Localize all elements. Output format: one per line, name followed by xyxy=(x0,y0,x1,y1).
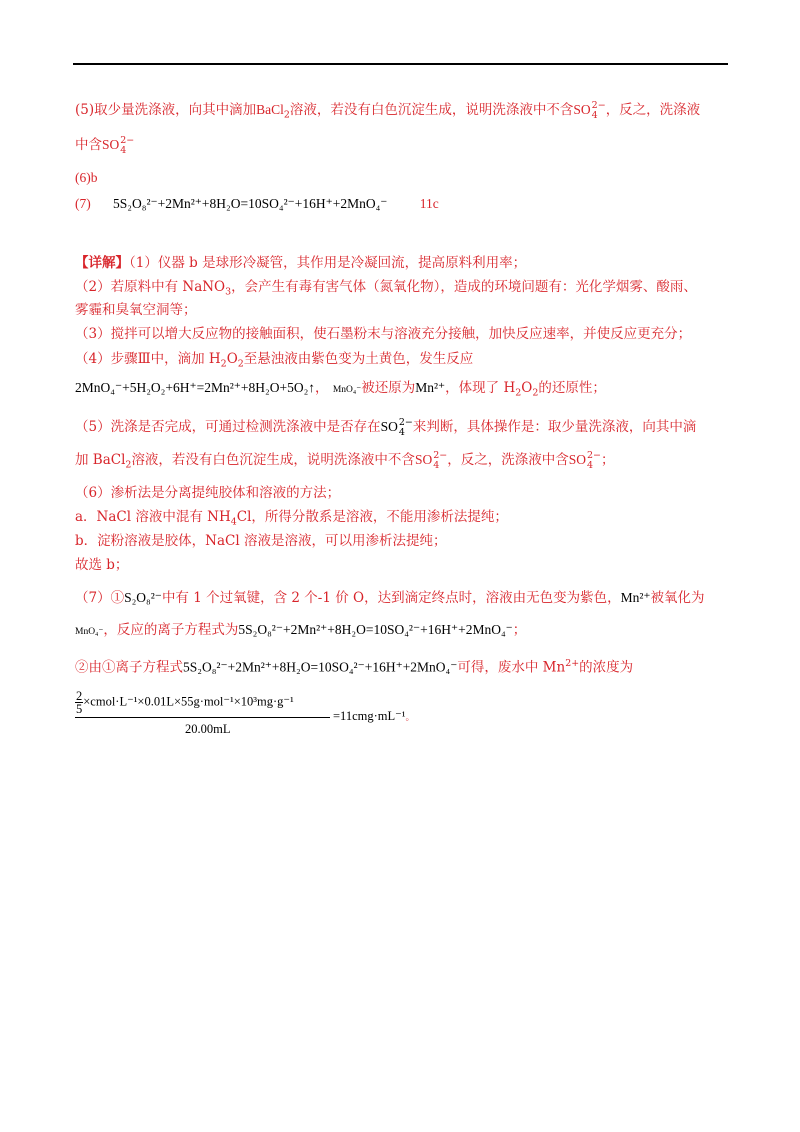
detail-p5-line-2: 加 BaCl$_2$溶液，若没有白色沉淀生成，说明洗涤液中不含SO 2− 4 ，反之，洗涤液中含SO 2− 4 ； xyxy=(75,449,615,471)
detail-p2-line-2: 雾霾和臭氧空洞等； xyxy=(75,302,197,318)
answer-7-value: 11c xyxy=(419,196,439,211)
detail-p7-line-2: MnO₄⁻，反应的离子方程式为5S₂O₈²⁻+2Mn²⁺+8H₂O=10SO₄²⁻+16H⁺+2MnO₄⁻； xyxy=(75,622,527,638)
detail-p6-a: a．NaCl 溶液中混有 $NH_4Cl$，所得分散系是溶液，不能用渗析法提纯； xyxy=(75,509,508,528)
formula-result: =11cmg·mL⁻¹。 xyxy=(333,709,415,723)
detail-p5-line-1: （5）洗涤是否完成，可通过检测洗涤液中是否存在SO 2− 4 来判断，具体操作是：取少量洗涤液，向其中滴 xyxy=(75,416,697,438)
detail-p2-line-1: （2）若原料中有 NaNO$_3$，会产生有毒有害气体（氮氧化物），造成的环境问题有：光化学烟雾、酸雨、 xyxy=(75,279,697,298)
detail-tag: 【详解】 xyxy=(75,255,129,271)
answer-5-line-1: (5)取少量洗涤液，向其中滴加BaCl$_2$溶液，若没有白色沉淀生成，说明洗涤液中不含SO 2− 4 ，反之，洗涤液 xyxy=(75,99,701,121)
detail-p1: 【详解】（1）仪器 b 是球形冷凝管，其作用是冷凝回流，提高原料利用率； xyxy=(75,255,527,271)
detail-p6: （6）渗析法是分离提纯胶体和溶液的方法； xyxy=(75,485,341,501)
detail-p4-line-2: 2MnO₄⁻+5H₂O₂+6H⁺=2Mn²⁺+8H₂O+5O₂↑， MnO₄⁻被还原为Mn²⁺，体现了 $H_2O_2$的还原性； xyxy=(75,380,606,399)
detail-p4-line-1: （4）步骤Ⅲ中，滴加 $H_2O_2$至悬浊液由紫色变为土黄色，发生反应 xyxy=(75,351,474,370)
detail-p7-equation: 5S₂O₈²⁻+2Mn²⁺+8H₂O=10SO₄²⁻+16H⁺+2MnO₄⁻ xyxy=(238,622,513,637)
header-rule xyxy=(73,63,728,65)
detail-p6-b: b．淀粉溶液是胶体，NaCl 溶液是溶液，可以用渗析法提纯； xyxy=(75,533,447,549)
detail-p8: ②由①离子方程式5S₂O₈²⁻+2Mn²⁺+8H₂O=10SO₄²⁻+16H⁺+2MnO₄⁻可得，废水中 $Mn^{2+}$的浓度为 xyxy=(75,658,634,676)
detail-p3: （3）搅拌可以增大反应物的接触面积，使石墨粉末与溶液充分接触，加快反应速率，并使反应更充分； xyxy=(75,326,692,342)
detail-p7-line-1: （7）①S₂O₈²⁻中有 1 个过氧键，含 2 个-1 价 O，达到滴定终点时，溶液由无色变为紫色，Mn²⁺被氧化为 xyxy=(75,590,705,606)
fraction-bar xyxy=(75,717,330,718)
detail-p4-equation: 2MnO₄⁻+5H₂O₂+6H⁺=2Mn²⁺+8H₂O+5O₂↑ xyxy=(75,380,316,395)
answer-6: (6)b xyxy=(75,170,98,185)
answer-7-equation: 5S₂O₈²⁻+2Mn²⁺+8H₂O=10SO₄²⁻+16H⁺+2MnO₄⁻ xyxy=(113,196,388,211)
formula-numerator: $\frac{2}{5}$ ×cmol·L⁻¹×0.01L×55g·mol⁻¹×10³mg·g⁻¹ xyxy=(76,689,294,716)
answer-5-line-2: 中含SO 2− 4 xyxy=(75,134,135,156)
detail-p8-equation: 5S₂O₈²⁻+2Mn²⁺+8H₂O=10SO₄²⁻+16H⁺+2MnO₄⁻ xyxy=(183,659,458,675)
formula-denominator: 20.00mL xyxy=(185,722,231,736)
answer-7: (7) 5S₂O₈²⁻+2Mn²⁺+8H₂O=10SO₄²⁻+16H⁺+2MnO₄⁻ 11c xyxy=(75,196,439,211)
detail-p6-c: 故选 b； xyxy=(75,557,129,573)
